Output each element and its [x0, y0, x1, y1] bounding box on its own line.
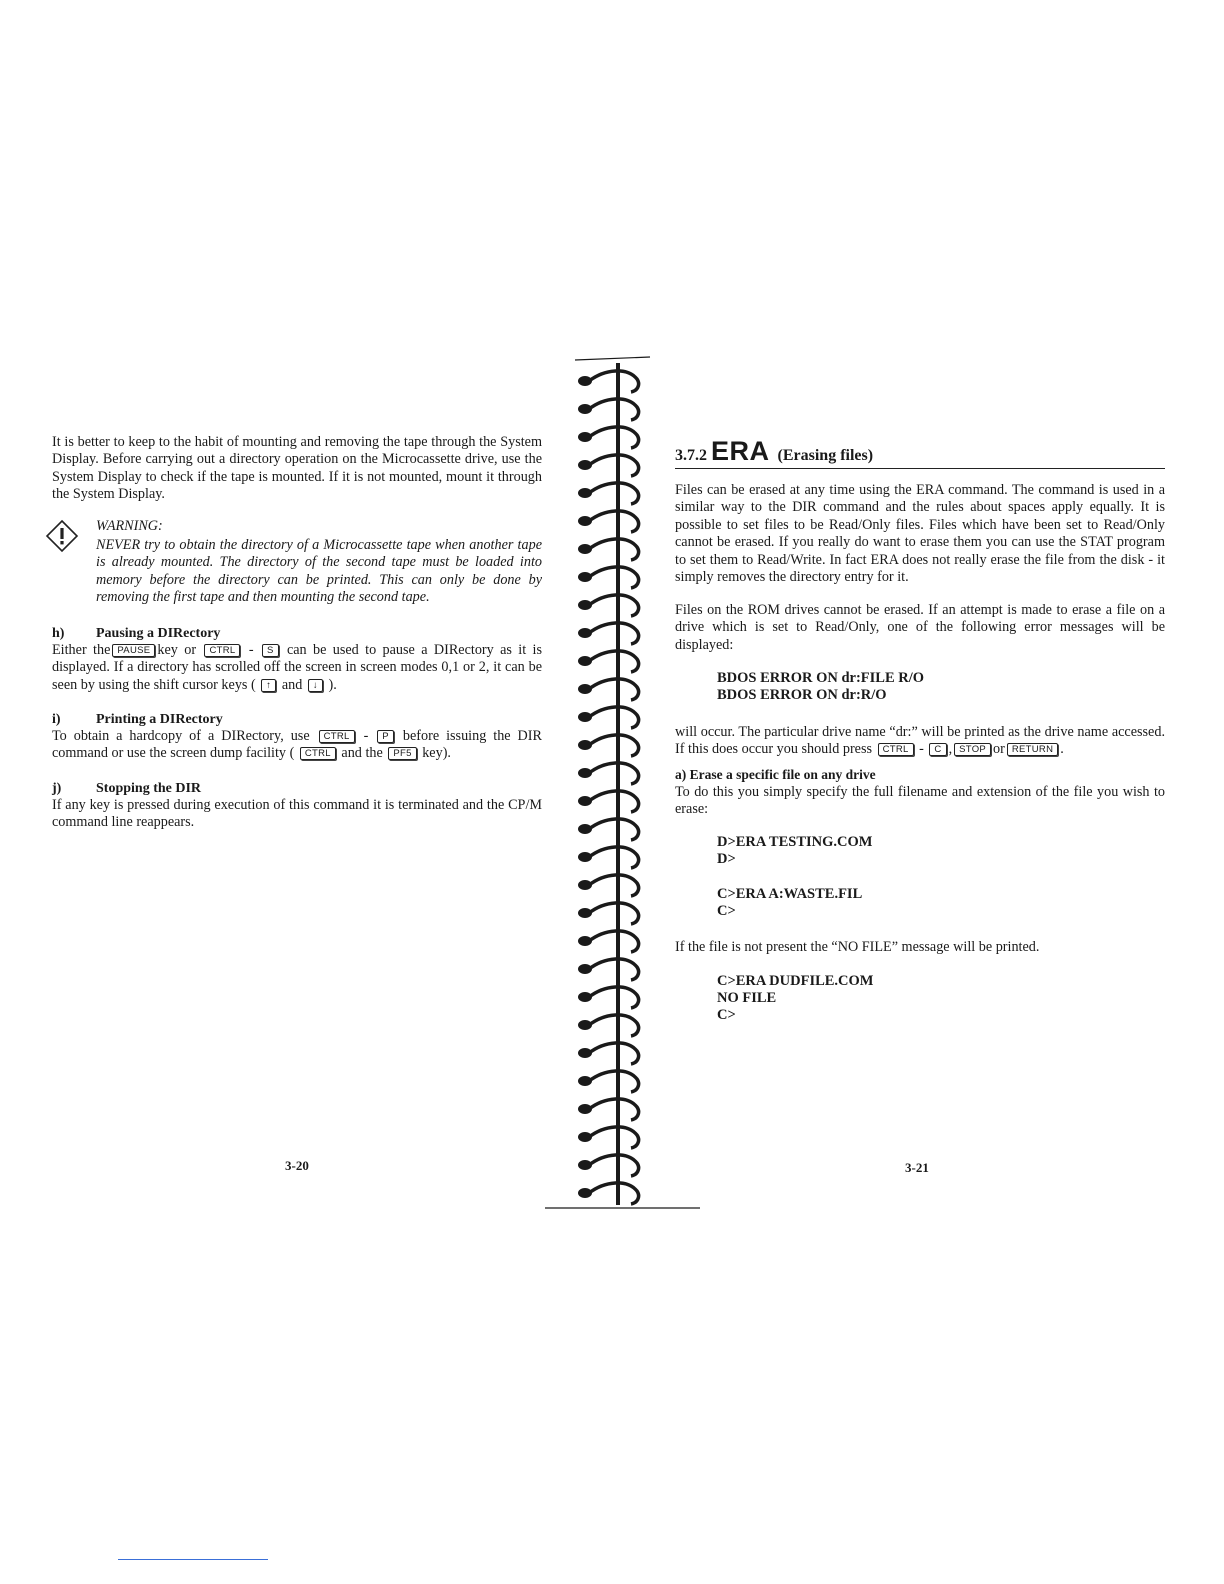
warning-icon — [44, 518, 80, 554]
section-j-body: If any key is pressed during execution of this command it is terminated and the CP/M command line reappears. — [52, 797, 542, 831]
section-j-heading: j) Stopping the DIR — [52, 781, 202, 796]
section-command: ERA — [711, 436, 770, 466]
binding-top-edge — [575, 357, 650, 360]
up-arrow-key: ↑ — [261, 679, 276, 692]
page-number-left: 3-20 — [285, 1158, 309, 1173]
error-message-1: BDOS ERROR ON dr:FILE R/O — [717, 670, 925, 686]
binding-ring — [578, 735, 639, 756]
binding-ring — [578, 539, 639, 560]
binding-ring — [578, 903, 639, 924]
section-h-body: Either the PAUSE key or CTRL - S can be used to pause a DIRectory as it is displayed. If a directory has scrolled off the screen in screen modes 0,1 or 2, it can be seen by using the shift cursor keys ( ↑ and ↓ ). — [52, 642, 543, 693]
warning-block — [52, 518, 542, 607]
section-i-body: To obtain a hardcopy of a DIRectory, use CTRL - P before issuing the DIR command or use the screen dump facility ( CTRL and the PF5 key). — [52, 728, 542, 762]
section-number: 3.7.2 — [675, 447, 707, 464]
section-i — [52, 711, 542, 763]
subsection-a-body: To do this you simply specify the full filename and extension of the file you wish to erase: — [675, 784, 1165, 818]
binding-ring — [578, 1071, 639, 1092]
binding-ring — [578, 791, 639, 812]
binding-ring — [578, 1183, 639, 1204]
binding-ring — [578, 511, 639, 532]
code-example-1: D>ERA TESTING.COM D> — [717, 834, 873, 868]
binding-ring — [578, 959, 639, 980]
section-i-heading: i) Printing a DIRectory — [52, 712, 223, 727]
binding-ring — [578, 987, 639, 1008]
error-messages — [717, 670, 924, 704]
era-paragraph-1: Files can be erased at any time using the ERA command. The command is used in a similar way to the DIR command and the rules about spaces apply equally. It is possible to set files to be Read/Only files. Files which have been set to Read/Only cannot be erased. If you really do want to erase them you can use the STAT program to set them to Read/Write. In fact ERA does not really erase the file from the disk - it simply removes the directory entry for it. — [675, 482, 1165, 586]
binding-ring — [578, 1127, 639, 1148]
c-key: C — [929, 743, 946, 756]
warning-title: WARNING: — [96, 518, 163, 534]
binding-ring — [578, 455, 639, 476]
binding-ring — [578, 567, 639, 588]
section-h — [52, 625, 542, 694]
pause-key: PAUSE — [112, 644, 155, 657]
binding-ring — [578, 595, 639, 616]
ctrl-key: CTRL — [319, 730, 355, 743]
section-h-heading: h) Pausing a DIRectory — [52, 626, 221, 641]
subsection-a-heading: a) Erase a specific file on any drive — [675, 767, 876, 782]
code-example-2: C>ERA A:WASTE.FIL C> — [717, 886, 863, 920]
pf5-key: PF5 — [388, 747, 416, 760]
ctrl-key: CTRL — [204, 644, 240, 657]
binding-ring — [578, 875, 639, 896]
stop-key: STOP — [954, 743, 991, 756]
binding-ring — [578, 707, 639, 728]
intro-paragraph: It is better to keep to the habit of mounting and removing the tape through the System Display. Before carrying out a directory operation on the Microcassette drive, use the System Display to check if the tape is mounted. If it is not mounted, mount it through the System Display. — [52, 434, 542, 503]
era-paragraph-4: If the file is not present the “NO FILE” message will be printed. — [675, 939, 1040, 955]
era-paragraph-3: will occur. The particular drive name “dr:” will be printed as the drive name accessed. If this does occur you should press CTRL - C , STOP or RETURN . — [675, 724, 1165, 758]
warning-body: NEVER try to obtain the directory of a Microcassette tape when another tape is already mounted. The directory of the second tape must be loaded into memory before the directory can be printed. This can only be done by removing the first tape and then mounting the second tape. — [96, 537, 542, 606]
binding-ring — [578, 1155, 639, 1176]
binding-ring — [578, 651, 639, 672]
ctrl-key: CTRL — [878, 743, 914, 756]
binding-ring — [578, 763, 639, 784]
binding-ring — [578, 819, 639, 840]
s-key: S — [262, 644, 279, 657]
section-heading — [675, 436, 1165, 467]
binding-ring — [578, 399, 639, 420]
heading-rule — [675, 468, 1165, 469]
binding-ring — [578, 931, 639, 952]
binding-ring — [578, 427, 639, 448]
page-number-right: 3-21 — [905, 1160, 929, 1175]
p-key: P — [377, 730, 394, 743]
binding-ring — [578, 847, 639, 868]
binding-ring — [578, 1043, 639, 1064]
section-title: (Erasing files) — [777, 447, 874, 464]
binding-ring — [578, 679, 639, 700]
ctrl-key: CTRL — [300, 747, 336, 760]
down-arrow-key: ↓ — [308, 679, 323, 692]
binding-ring — [578, 371, 639, 392]
error-message-2: BDOS ERROR ON dr:R/O — [717, 687, 887, 704]
binding-ring — [578, 1015, 639, 1036]
era-paragraph-2: Files on the ROM drives cannot be erased. If an attempt is made to erase a file on a drive which is set to Read/Only, one of the following error messages will be displayed: — [675, 602, 1165, 653]
binding-ring — [578, 623, 639, 644]
code-example-3: C>ERA DUDFILE.COM NO FILE C> — [717, 973, 874, 1024]
section-j — [52, 780, 542, 832]
binding-ring — [578, 483, 639, 504]
return-key: RETURN — [1007, 743, 1058, 756]
bottom-underline — [118, 1559, 268, 1560]
binding-ring — [578, 1099, 639, 1120]
